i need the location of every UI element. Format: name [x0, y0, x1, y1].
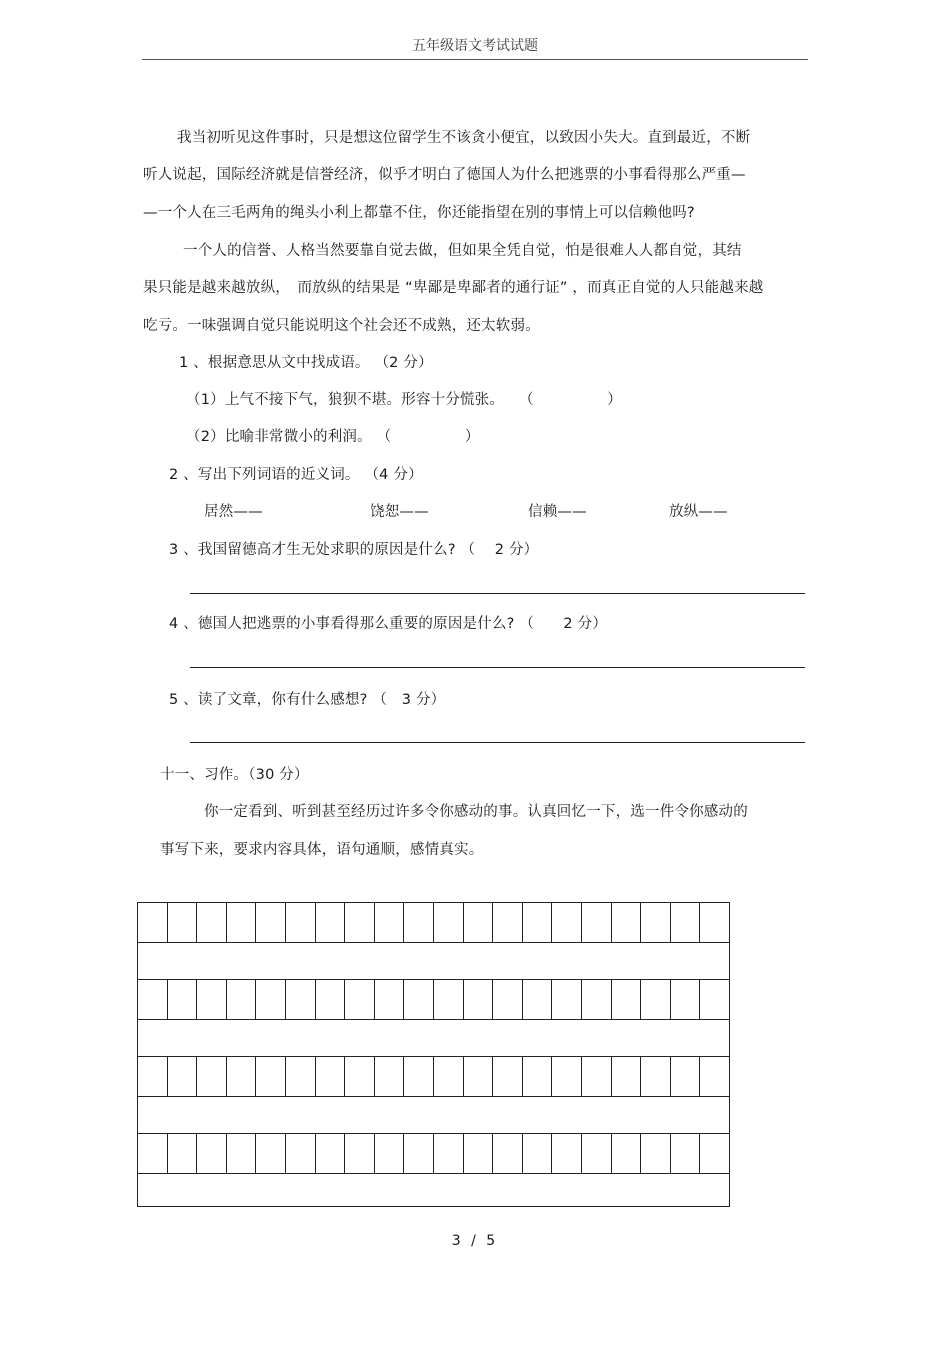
question-3-title: 3 、我国留德高才生无处求职的原因是什么? （ 2 分）	[169, 542, 539, 558]
question-4-title: 4 、德国人把逃票的小事看得那么重要的原因是什么? （ 2 分）	[169, 616, 608, 632]
question-1-sub-2: （2）比喻非常微小的利润。 （ ）	[186, 429, 480, 445]
composition-title: 十一、习作。（30 分）	[160, 767, 309, 783]
question-1-title: 1 、根据意思从文中找成语。 （2 分）	[179, 355, 433, 371]
page-number: 3 / 5	[451, 1233, 499, 1249]
grid-spacer-row	[138, 1174, 729, 1211]
question-4-answer-line[interactable]	[190, 667, 805, 668]
passage-line-5: 果只能是越来越放纵， 而放纵的结果是 “卑鄙是卑鄙者的通行证” ，而真正自觉的人只能越来越	[143, 280, 764, 296]
synonym-word-1: 居然——	[204, 504, 263, 520]
composition-prompt-line-2: 事写下来，要求内容具体，语句通顺，感情真实。	[160, 842, 484, 858]
synonym-word-2: 饶恕——	[370, 504, 429, 520]
grid-cell-row[interactable]	[138, 980, 729, 1020]
grid-cell-row[interactable]	[138, 1057, 729, 1097]
synonym-word-4: 放纵——	[669, 504, 728, 520]
passage-line-1: 我当初听见这件事时，只是想这位留学生不该贪小便宜，以致因小失大。直到最近，不断	[177, 130, 751, 146]
synonym-word-3: 信赖——	[528, 504, 587, 520]
question-1-sub-1: （1）上气不接下气，狼狈不堪。形容十分慌张。 （ ）	[186, 392, 622, 408]
question-3-answer-line[interactable]	[190, 593, 805, 594]
passage-line-2: 听人说起，国际经济就是信誉经济，似乎才明白了德国人为什么把逃票的小事看得那么严重—	[143, 167, 746, 183]
grid-spacer-row	[138, 1020, 729, 1057]
question-5-title: 5 、读了文章，你有什么感想? （ 3 分）	[169, 692, 446, 708]
header-divider	[142, 59, 808, 60]
question-2-title: 2 、写出下列词语的近义词。 （4 分）	[169, 467, 423, 483]
page-header-title: 五年级语文考试试题	[412, 38, 538, 54]
grid-cell-row[interactable]	[138, 1134, 729, 1174]
grid-spacer-row	[138, 1097, 729, 1134]
passage-line-3: —一个人在三毛两角的绳头小利上都靠不住，你还能指望在别的事情上可以信赖他吗?	[143, 205, 695, 221]
grid-spacer-row	[138, 943, 729, 980]
passage-line-6: 吃亏。一味强调自觉只能说明这个社会还不成熟，还太软弱。	[143, 318, 540, 334]
question-5-answer-line[interactable]	[190, 742, 805, 743]
composition-writing-grid[interactable]	[137, 902, 730, 1207]
passage-line-4: 一个人的信誉、人格当然要靠自觉去做，但如果全凭自觉，怕是很难人人都自觉，其结	[183, 243, 742, 259]
grid-cell-row[interactable]	[138, 903, 729, 943]
composition-prompt-line-1: 你一定看到、听到甚至经历过许多令你感动的事。认真回忆一下，选一件令你感动的	[204, 804, 748, 820]
